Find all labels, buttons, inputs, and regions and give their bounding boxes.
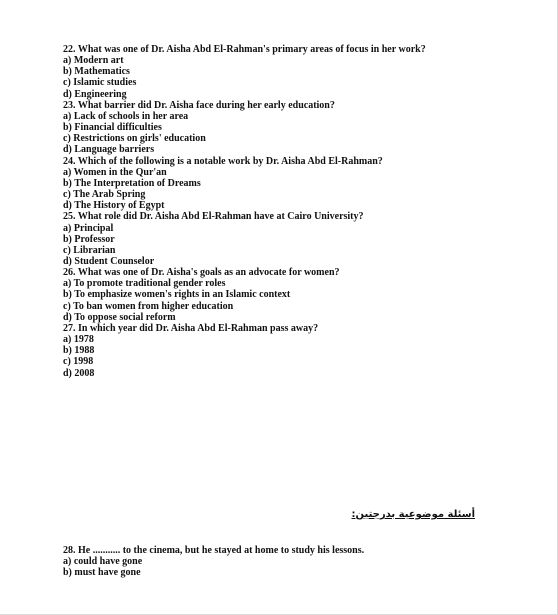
option-a: a) 1978	[63, 334, 94, 346]
question-23	[63, 100, 533, 156]
option-c: c) The Arab Spring	[63, 189, 146, 201]
option-b: b) must have gone	[63, 567, 141, 579]
option-c: c) To ban women from higher education	[63, 300, 234, 312]
question-text: 22. What was one of Dr. Aisha Abd El-Rahman's primary areas of focus in her work?	[63, 44, 426, 55]
option-a: a) could have gone	[63, 556, 143, 568]
option-d: d) To oppose social reform	[63, 311, 176, 323]
question-25	[63, 211, 533, 267]
question-22	[63, 44, 533, 100]
question-27	[63, 323, 533, 379]
option-d: d) 2008	[63, 367, 95, 379]
questions-22-27	[63, 44, 533, 379]
option-d: d) Student Counselor	[63, 255, 155, 267]
question-text: 28. He ........... to the cinema, but he stayed at home to study his lessons.	[63, 545, 365, 556]
option-d: d) Language barriers	[63, 144, 155, 156]
option-c: c) Restrictions on girls' education	[63, 133, 206, 145]
option-a: a) Modern art	[63, 55, 124, 67]
question-24	[63, 156, 533, 212]
option-a: a) Women in the Qur'an	[63, 166, 167, 178]
option-c: c) Islamic studies	[63, 77, 137, 89]
question-text: 27. In which year did Dr. Aisha Abd El-Rahman pass away?	[63, 322, 319, 334]
option-b: b) Mathematics	[63, 66, 130, 78]
option-a: a) Principal	[63, 222, 114, 234]
option-a: a) Lack of schools in her area	[63, 110, 189, 122]
option-b: b) To emphasize women's rights in an Islamic context	[63, 289, 291, 301]
option-a: a) To promote traditional gender roles	[63, 278, 226, 290]
section-heading: أسئلة موضوعية بدرجتين:	[351, 509, 475, 520]
question-text: 24. Which of the following is a notable work by Dr. Aisha Abd El-Rahman?	[63, 155, 383, 167]
question-26	[63, 267, 533, 323]
question-text: 23. What barrier did Dr. Aisha face during her early education?	[63, 99, 335, 111]
option-d: d) The History of Egypt	[63, 200, 165, 212]
option-b: b) 1988	[63, 345, 95, 357]
option-d: d) Engineering	[63, 88, 127, 100]
option-b: b) Professor	[63, 233, 115, 245]
question-text: 25. What role did Dr. Aisha Abd El-Rahman have at Cairo University?	[63, 211, 364, 223]
option-b: b) Financial difficulties	[63, 122, 162, 134]
question-text: 26. What was one of Dr. Aisha's goals as an advocate for women?	[63, 267, 340, 279]
option-c: c) Librarian	[63, 244, 116, 256]
option-c: c) 1998	[63, 356, 94, 368]
question-28	[63, 545, 533, 578]
option-b: b) The Interpretation of Dreams	[63, 177, 201, 189]
